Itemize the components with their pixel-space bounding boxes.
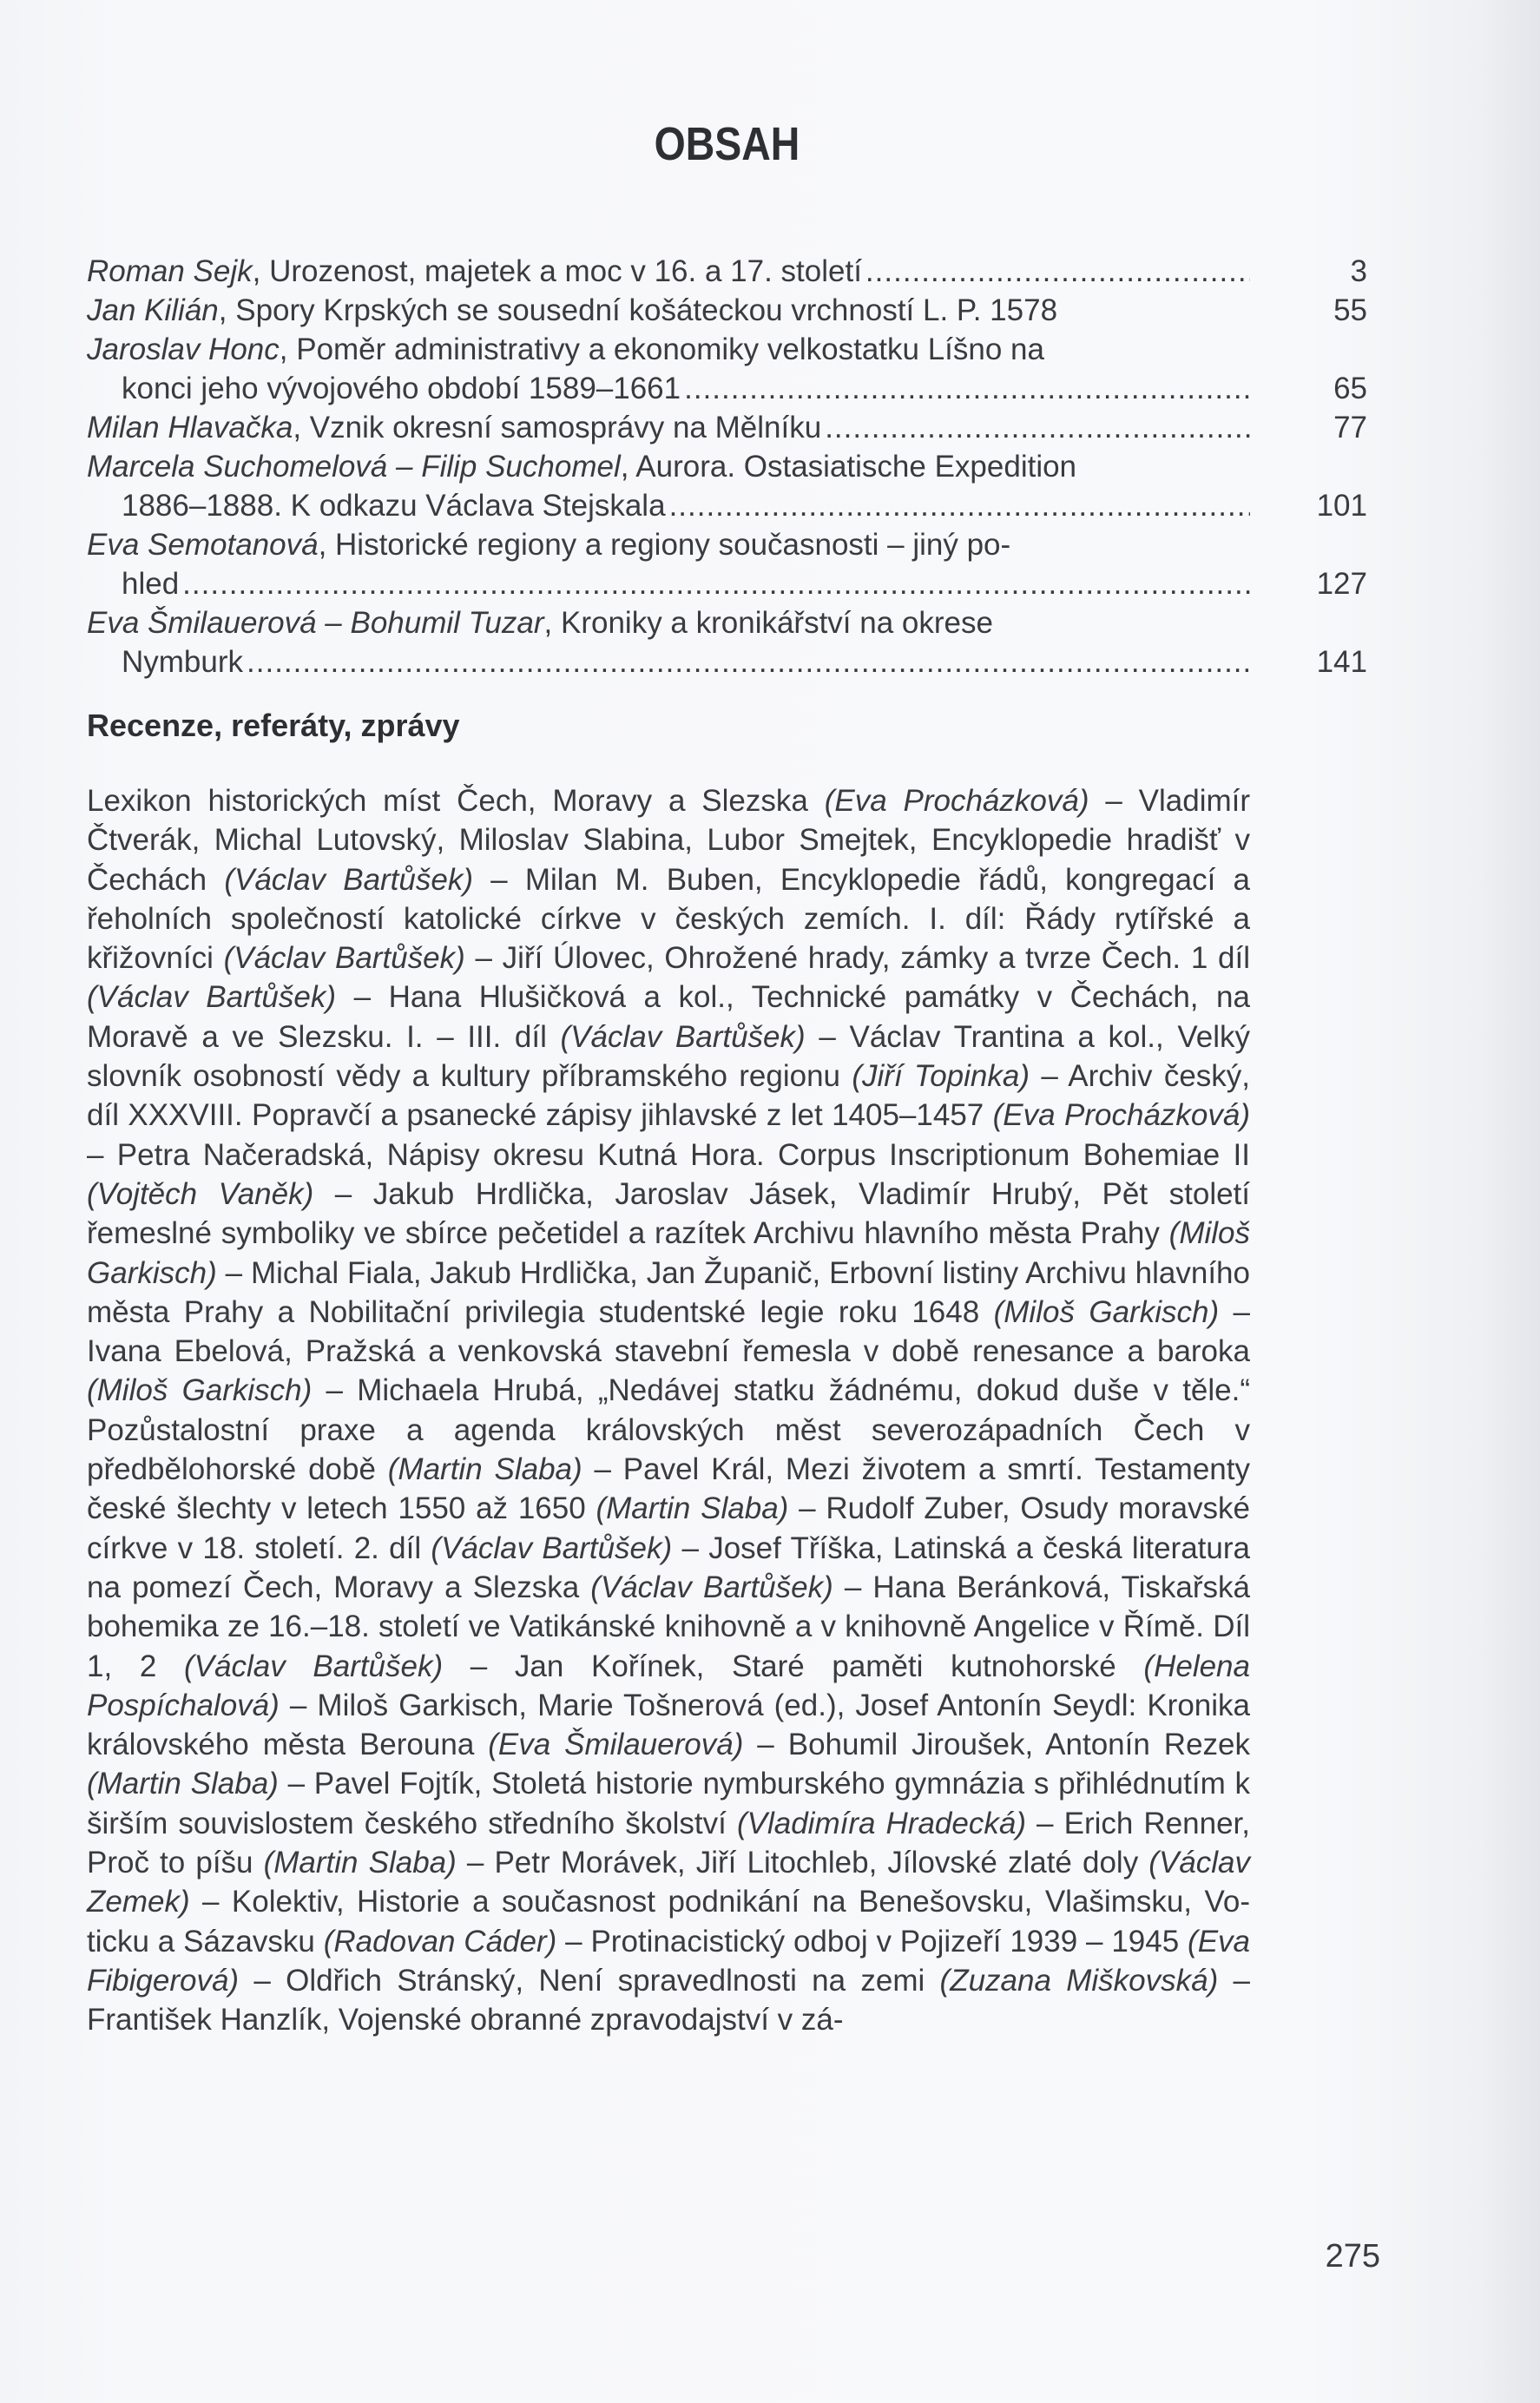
- reviewer-name: (Martin Slaba): [387, 1452, 582, 1487]
- toc-title: Historické regiony a regiony současnosti – jiný po-: [335, 528, 1011, 562]
- toc-author: Milan Hlavačka: [87, 411, 293, 444]
- reviewer-name: (Václav Bartůšek): [590, 1570, 833, 1604]
- toc-line: [87, 408, 1250, 447]
- reviewer-name: (Václav Bartůšek): [560, 1019, 806, 1054]
- reviewer-name: (Eva Fibigerová): [87, 1924, 1251, 1998]
- toc-entry: [87, 330, 1367, 408]
- toc-title: Kroniky a kronikářství na okrese: [560, 606, 993, 640]
- reviewer-name: (Václav Bartůšek): [87, 980, 337, 1015]
- review-item-text: – Miloš Garkisch, Marie Tošnerová (ed.), Josef Antonín Seydl: Kronika královského města Berouna: [87, 1688, 1250, 1762]
- toc-leader-dots: [825, 408, 1250, 447]
- reviewer-name: (Václav Bartůšek): [431, 1531, 673, 1565]
- reviewer-name: (Martin Slaba): [596, 1491, 789, 1526]
- reviewer-name: (Eva Procházková): [824, 784, 1089, 818]
- toc-line: [87, 291, 1250, 330]
- toc-entry: [87, 447, 1367, 525]
- review-item-text: – Ivana Ebelová, Pražská a venkovská stavební řemesla v době renesance a baroka: [87, 1294, 1250, 1369]
- review-item-text: – Hana Beránková, Tiskařská bohemika ze 16.–18. století ve Vatikánské knihovně a v knihovně Angelice v Římě. Díl 1, 2: [87, 1570, 1250, 1683]
- review-item-text: – Pavel Král, Mezi životem a smrtí. Testamenty české šlechty v letech 1550 až 1650: [87, 1452, 1250, 1526]
- toc-entry: [87, 408, 1367, 447]
- review-item-text: – Josef Tříška, Latinská a česká literatura na pomezí Čech, Moravy a Slezska: [87, 1531, 1250, 1604]
- toc-leader-dots: [669, 486, 1250, 525]
- toc-title: Vznik okresní samosprávy na Mělníku: [309, 411, 822, 444]
- toc-line-text: Roman Sejk, Urozenost, majetek a moc v 16. a 17. století: [87, 254, 862, 288]
- review-item-text: – Jakub Hrdlička, Jaroslav Jásek, Vladimír Hrubý, Pět století řemeslné symboliky ve sbírce pečetidel a razítek Archivu hlavního města Prahy: [87, 1176, 1251, 1251]
- toc-leader-dots: [182, 564, 1250, 603]
- review-item-text: – Václav Trantina a kol., Velký slovník osobností vědy a kultury příbramského regionu: [87, 1019, 1250, 1094]
- review-item-text: – Michal Fiala, Jakub Hrdlička, Jan Županič, Erbovní listiny Archivu hlavního města Prahy a Nobilitační privilegia studentské legie roku 1648: [87, 1255, 1250, 1329]
- toc-entry: [87, 603, 1367, 681]
- toc-author: Jaroslav Honc: [87, 332, 280, 366]
- page-title: OBSAH: [654, 118, 800, 170]
- toc-page-number: 141: [1316, 645, 1367, 679]
- review-item-text: – Archiv český, díl XXXVIII. Popravčí a psanecké zápisy jihlavské z let 1405–1457: [87, 1059, 1251, 1133]
- toc-line-continuation: [87, 642, 1250, 681]
- review-item-text: – Milan M. Buben, Encyklopedie řádů, kongregací a řeholních společností katolické církve v českých zemích. I. díl: Řády rytířské a křižovníci: [87, 862, 1250, 976]
- review-item-text: – Protinacistický odboj v Pojizeří 1939 – 1945: [556, 1924, 1188, 1959]
- toc-author: Eva Semotanová: [87, 528, 319, 562]
- reviewer-name: (Helena Pospíchalová): [87, 1649, 1250, 1722]
- toc-page-number: 127: [1316, 567, 1367, 601]
- toc-line: Jaroslav Honc, Poměr administrativy a ekonomiky velkostatku Líšno na: [87, 332, 1044, 366]
- review-item-text: – Vladimír Čtverák, Michal Lutovský, Miloslav Slabina, Lubor Smejtek, Encyklopedie hradišť v Čechách: [87, 784, 1251, 897]
- toc-author: Roman Sejk: [87, 254, 253, 288]
- toc-title: Poměr administrativy a ekonomiky velkostatku Líšno na: [296, 332, 1044, 366]
- reviewer-name: (Miloš Garkisch): [87, 1373, 313, 1408]
- toc-page-number: 3: [1350, 254, 1367, 288]
- review-item-text: – Hana Hlušičková a kol., Technické památky v Čechách, na Moravě a ve Slezsku. I. – III. díl: [87, 980, 1250, 1054]
- toc-entry: [87, 252, 1367, 291]
- reviewer-name: (Jiří Topinka): [852, 1059, 1030, 1094]
- toc-title-cont: Nymburk: [122, 645, 244, 679]
- reviewer-name: (Eva Procházková): [992, 1098, 1250, 1133]
- toc-page-number: 55: [1333, 293, 1367, 327]
- review-item-text: – František Hanzlík, Vojenské obranné zpravodajství v zá-: [87, 1963, 1250, 2038]
- toc-entry: [87, 291, 1367, 330]
- reviewer-name: (Václav Bartůšek): [224, 862, 473, 897]
- reviewer-name: (Václav Bartůšek): [183, 1649, 444, 1683]
- reviewer-name: (Martin Slaba): [87, 1767, 279, 1801]
- toc-page-number: 101: [1316, 489, 1367, 523]
- table-of-contents: [87, 252, 1367, 681]
- reviewer-name: (Vojtěch Vaněk): [87, 1176, 314, 1211]
- reviewer-name: (Václav Bartůšek): [223, 941, 465, 976]
- review-item-text: Lexikon historických míst Čech, Moravy a Slezska: [87, 784, 825, 818]
- toc-line: Eva Semotanová, Historické regiony a regiony současnosti – jiný po-: [87, 528, 1011, 562]
- toc-title-cont: konci jeho vývojového období 1589–1661: [122, 372, 681, 405]
- review-item-text: – Kolektiv, Historie a současnost podnikání na Benešovsku, Vlašimsku, Voticku a Sázavsku: [87, 1885, 1250, 1959]
- page-number: 275: [1325, 2238, 1380, 2275]
- review-item-text: – Petr Morávek, Jiří Litochleb, Jílovské zlaté doly: [456, 1846, 1149, 1880]
- review-item-text: – Rudolf Zuber, Osudy moravské církve v 18. století. 2. díl: [87, 1491, 1250, 1565]
- review-item-text: – Michaela Hrubá, „Nedávej statku žádnému, dokud duše v těle.“ Pozůstalostní praxe a agenda královských měst severozápadních Čech v předbělohorské době: [87, 1373, 1251, 1487]
- review-item-text: – Jiří Úlovec, Ohrožené hrady, zámky a tvrze Čech. 1 díl: [464, 941, 1250, 976]
- toc-title: Spory Krpských se sousední košáteckou vrchností L. P. 1578: [235, 293, 1058, 327]
- toc-author: Jan Kilián: [87, 293, 219, 327]
- toc-leader-dots: [247, 642, 1250, 681]
- toc-title-cont: 1886–1888. K odkazu Václava Stejskala: [122, 489, 666, 523]
- toc-author: Eva Šmilauerová – Bohumil Tuzar: [87, 606, 544, 640]
- toc-line: Marcela Suchomelová – Filip Suchomel, Aurora. Ostasiatische Expedition: [87, 450, 1077, 484]
- toc-page-number: 65: [1333, 372, 1367, 405]
- toc-page-number: 77: [1333, 411, 1367, 444]
- reviews-paragraph: [87, 781, 1250, 2040]
- toc-entry: [87, 525, 1367, 603]
- reviewer-name: (Eva Šmilauerová): [488, 1728, 744, 1762]
- section-heading: Recenze, referáty, zprávy: [87, 708, 460, 743]
- reviewer-name: (Miloš Garkisch): [87, 1216, 1250, 1290]
- review-item-text: – Bohumil Jiroušek, Antonín Rezek: [743, 1728, 1250, 1762]
- review-item-text: – Pavel Fojtík, Stoletá historie nymburského gymnázia s přihlédnutím k širším souvislostem českého středního školství: [87, 1767, 1250, 1840]
- review-item-text: – Erich Renner, Proč to píšu: [87, 1806, 1251, 1880]
- reviewer-name: (Martin Slaba): [263, 1846, 457, 1880]
- toc-leader-dots: [865, 252, 1250, 291]
- toc-line-text: Jan Kilián, Spory Krpských se sousední košáteckou vrchností L. P. 1578: [87, 293, 1058, 327]
- toc-title: Aurora. Ostasiatische Expedition: [635, 450, 1077, 484]
- toc-title: Urozenost, majetek a moc v 16. a 17. století: [269, 254, 862, 288]
- reviewer-name: (Vladimíra Hradecká): [736, 1806, 1026, 1840]
- toc-line: Eva Šmilauerová – Bohumil Tuzar, Kroniky a kronikářství na okrese: [87, 606, 993, 640]
- toc-line-text: Milan Hlavačka, Vznik okresní samosprávy na Mělníku: [87, 411, 822, 444]
- toc-author: Marcela Suchomelová – Filip Suchomel: [87, 450, 621, 484]
- reviewer-name: (Miloš Garkisch): [993, 1294, 1220, 1329]
- reviewer-name: (Václav Zemek): [87, 1846, 1251, 1919]
- review-item-text: – Oldřich Stránský, Není spravedlnosti na zemi: [239, 1963, 940, 1998]
- toc-line-continuation: [87, 369, 1250, 408]
- toc-line-continuation: [87, 486, 1250, 525]
- toc-line: [87, 252, 1250, 291]
- toc-line-continuation: [87, 564, 1250, 603]
- toc-leader-dots: [684, 369, 1250, 408]
- reviewer-name: (Radovan Cáder): [323, 1924, 557, 1959]
- reviewer-name: (Zuzana Miškovská): [939, 1963, 1219, 1998]
- toc-title-cont: hled: [122, 567, 180, 601]
- review-item-text: – Jan Kořínek, Staré paměti kutnohorské: [443, 1649, 1144, 1683]
- review-item-text: – Petra Načeradská, Nápisy okresu Kutná Hora. Corpus Inscriptionum Bohemiae II: [87, 1137, 1250, 1172]
